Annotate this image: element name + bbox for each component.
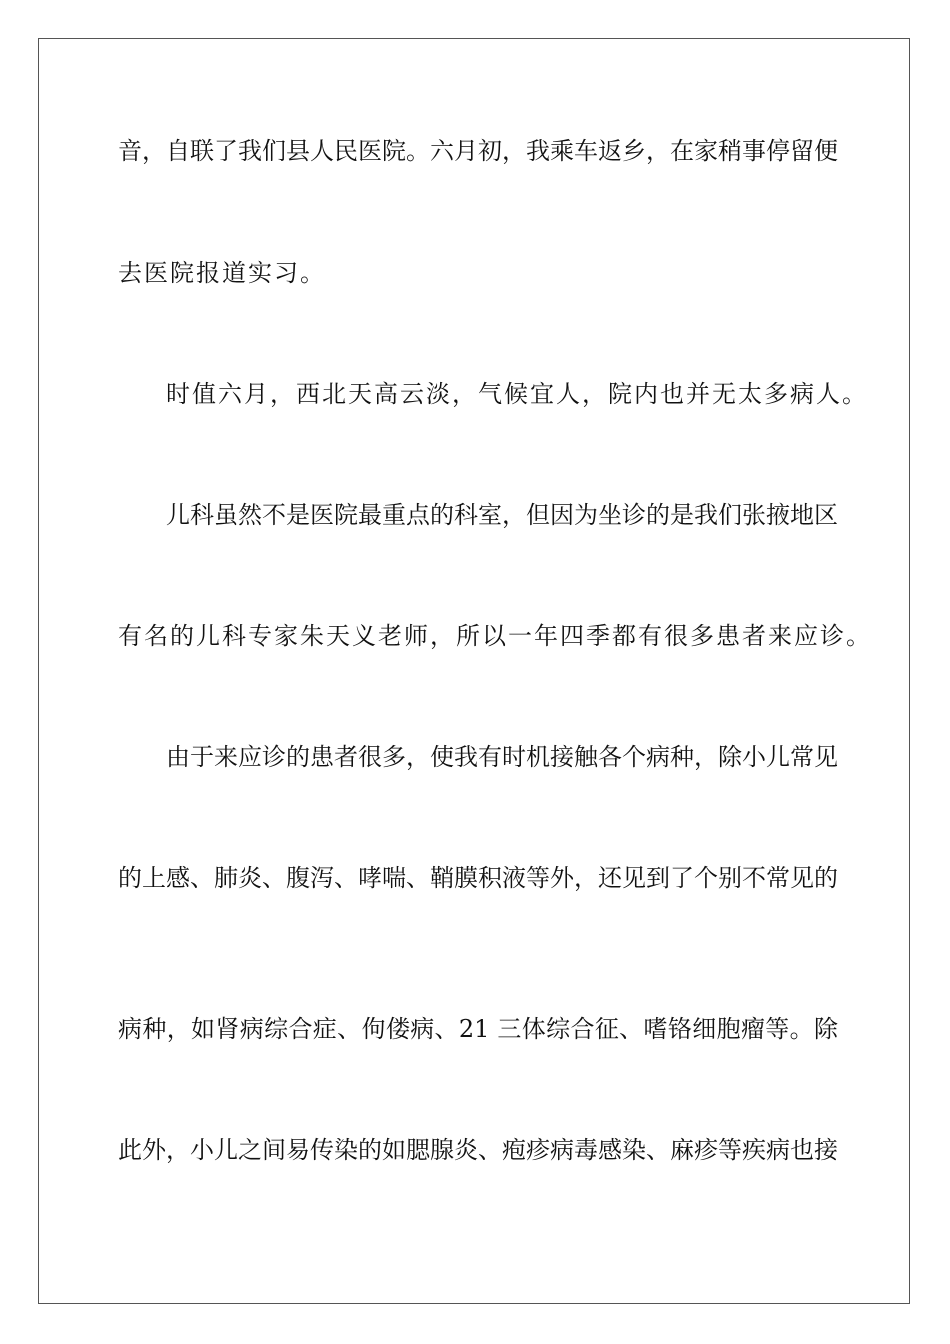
- text-line-8: 病种，如肾病综合症、佝偻病、21 三体综合征、嗜铬细胞瘤等。除: [118, 1015, 838, 1043]
- text-line-5: 有名的儿科专家朱天义老师，所以一年四季都有很多患者来应诊。: [118, 622, 872, 650]
- text-line-6: 由于来应诊的患者很多，使我有时机接触各个病种，除小儿常见: [166, 743, 838, 771]
- text-line-4: 儿科虽然不是医院最重点的科室，但因为坐诊的是我们张掖地区: [166, 501, 838, 529]
- text-line-1: 音，自联了我们县人民医院。六月初，我乘车返乡，在家稍事停留便: [118, 137, 838, 165]
- text-line-2: 去医院报道实习。: [118, 259, 326, 287]
- page-border: [38, 38, 910, 1304]
- text-line-7: 的上感、肺炎、腹泻、哮喘、鞘膜积液等外，还见到了个别不常见的: [118, 864, 838, 892]
- text-line-9: 此外，小儿之间易传染的如腮腺炎、疱疹病毒感染、麻疹等疾病也接: [118, 1136, 838, 1164]
- text-line-3: 时值六月，西北天高云淡，气候宜人，院内也并无太多病人。: [166, 380, 868, 408]
